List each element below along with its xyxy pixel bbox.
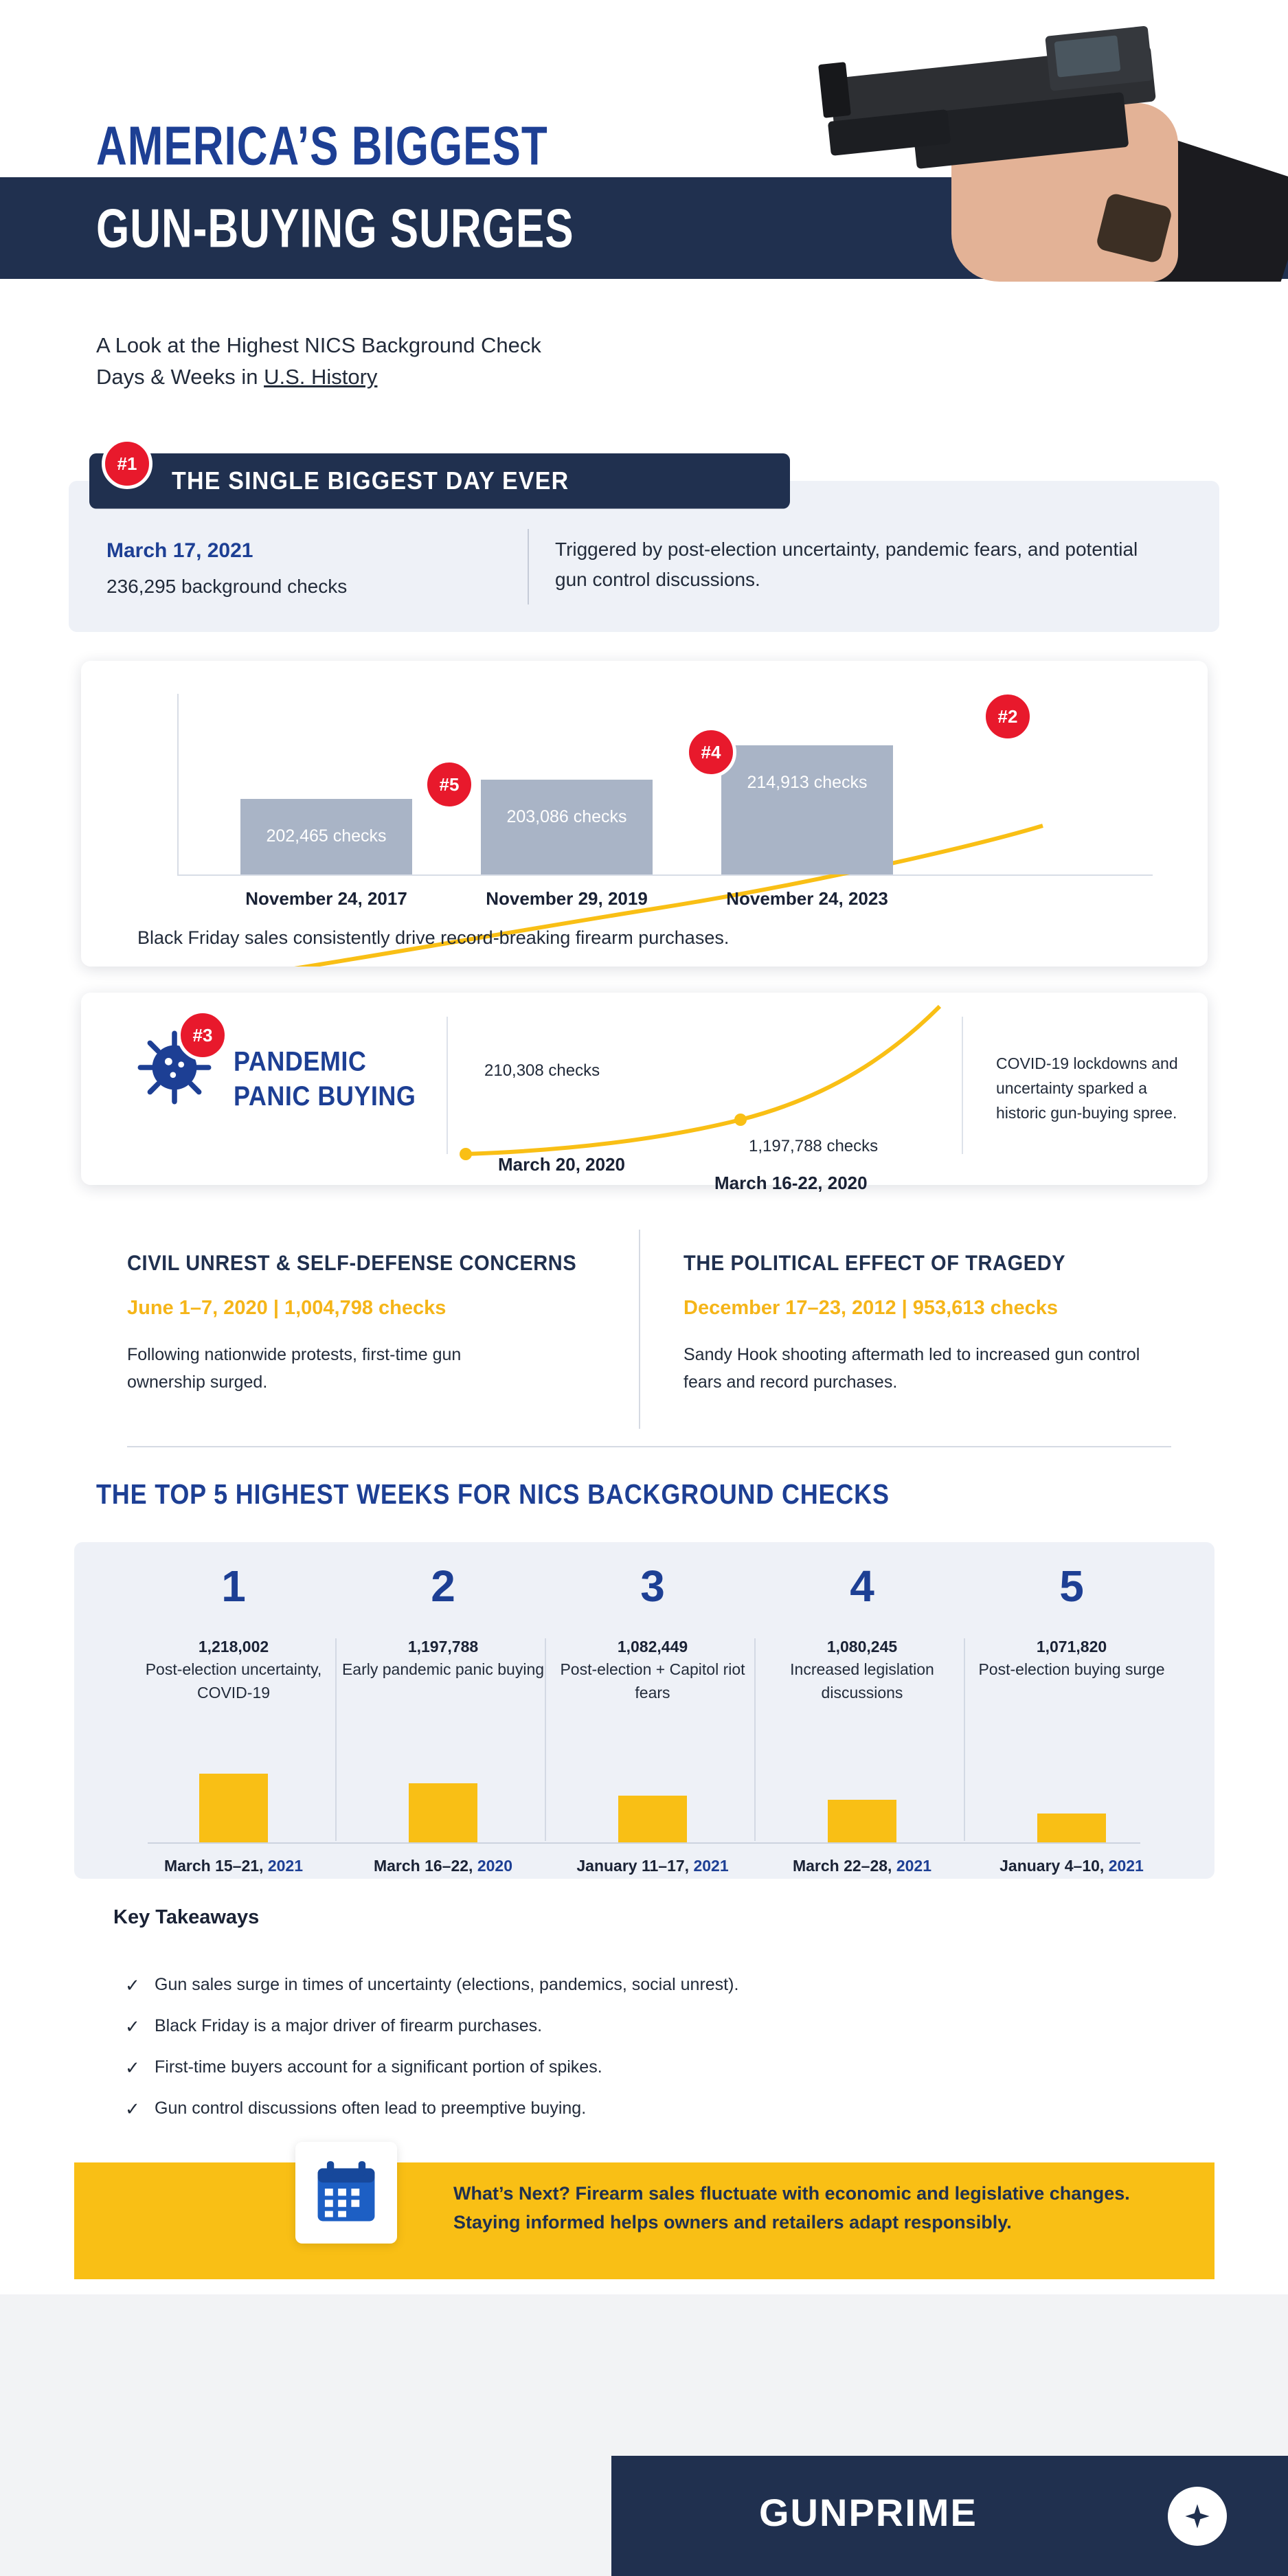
- pandemic-title-line-2: PANIC BUYING: [234, 1080, 416, 1111]
- top5-value-2: 1,197,788: [407, 1638, 479, 1656]
- top5-value-1: 1,218,002: [198, 1638, 269, 1656]
- political-tragedy-stat: December 17–23, 2012 | 953,613 checks: [683, 1297, 1059, 1319]
- top5-date-4-year: 2021: [896, 1857, 932, 1875]
- black-friday-bar-2-value: 203,086 checks: [506, 807, 627, 826]
- takeaway-item-4: Gun control discussions often lead to preemptive buying.: [155, 2099, 587, 2118]
- photo-optic-glass: [1054, 35, 1121, 77]
- top5-description-5: Post-election buying surge: [978, 1660, 1165, 1678]
- subtitle-underlined: U.S. History: [264, 365, 378, 389]
- top5-date-5-prefix: January 4–10,: [999, 1857, 1109, 1875]
- key-takeaways-heading: Key Takeaways: [113, 1906, 260, 1928]
- biggest-day-ribbon: THE SINGLE BIGGEST DAY EVER: [89, 453, 790, 509]
- pandemic-description: COVID-19 lockdowns and uncertainty sparked a historic gun-buying spree.: [996, 1054, 1178, 1122]
- top5-date-3-year: 2021: [693, 1857, 729, 1875]
- cta-text: What’s Next? Firearm sales fluctuate with economic and legislative changes. Staying informed helps owners and retailers adapt responsibly.: [453, 2183, 1130, 2233]
- black-friday-note: Black Friday sales consistently drive record-breaking firearm purchases.: [137, 927, 730, 948]
- top5-description-2: Early pandemic panic buying: [341, 1660, 545, 1678]
- political-tragedy-title: THE POLITICAL EFFECT OF TRAGEDY: [683, 1252, 1066, 1276]
- political-tragedy-description: Sandy Hook shooting aftermath led to increased gun control fears and record purchases.: [683, 1345, 1140, 1392]
- brand-name: GUNPRIME: [759, 2491, 978, 2534]
- top5-description-1: Post-election uncertainty, COVID-19: [145, 1660, 322, 1702]
- top5-value-4: 1,080,245: [826, 1638, 898, 1656]
- black-friday-category-1: November 24, 2017: [245, 888, 407, 909]
- page-title-line-2: GUN-BUYING SURGES: [96, 199, 574, 260]
- subtitle-line-1: A Look at the Highest NICS Background Check: [96, 333, 541, 357]
- top5-date-2: [330, 1857, 556, 1875]
- black-friday-bar-3-value: 214,913 checks: [747, 773, 868, 792]
- pandemic-value-1: 210,308 checks: [484, 1061, 600, 1080]
- two-column-divider: [639, 1230, 640, 1429]
- civil-unrest-title: CIVIL UNREST & SELF-DEFENSE CONCERNS: [127, 1252, 577, 1276]
- rank-badge-1: #1: [102, 438, 152, 489]
- top5-bar-2: [409, 1783, 477, 1842]
- top5-bar-5: [1037, 1814, 1106, 1842]
- rank-badge-2: #2: [982, 691, 1033, 742]
- black-friday-category-3: November 24, 2023: [726, 888, 888, 909]
- top5-rank-5: 5: [1059, 1561, 1084, 1611]
- top5-rank-1: 1: [221, 1561, 246, 1611]
- takeaway-item-3: First-time buyers account for a significant portion of spikes.: [155, 2057, 602, 2077]
- rank-badge-4: #4: [686, 727, 736, 778]
- top5-date-4-prefix: March 22–28,: [792, 1857, 896, 1875]
- top5-date-1-prefix: March 15–21,: [163, 1857, 268, 1875]
- top5-date-4: [749, 1857, 975, 1875]
- top5-date-3-prefix: January 11–17,: [576, 1857, 694, 1875]
- top5-value-3: 1,082,449: [617, 1638, 688, 1656]
- check-icon: ✓: [125, 2057, 140, 2078]
- brand-mark-icon: [1168, 2487, 1227, 2546]
- top5-column-4: [759, 1559, 965, 1704]
- check-icon: ✓: [125, 2016, 140, 2037]
- black-friday-bar-1-value: 202,465 checks: [266, 826, 387, 846]
- photo-muzzle: [818, 62, 851, 118]
- top5-date-1: [120, 1857, 347, 1875]
- takeaway-item-1: Gun sales surge in times of uncertainty (elections, pandemics, social unrest).: [155, 1975, 739, 1994]
- page-title-line-1: AMERICA’S BIGGEST: [96, 116, 548, 177]
- pandemic-category-2: March 16-22, 2020: [714, 1173, 868, 1193]
- top5-column-1: [131, 1559, 337, 1704]
- top5-baseline: [148, 1842, 1140, 1844]
- top5-column-5: [969, 1559, 1175, 1681]
- section-divider: [127, 1446, 1171, 1447]
- pistol-photo: [745, 0, 1288, 282]
- check-icon: ✓: [125, 2099, 140, 2119]
- civil-unrest-description: Following nationwide protests, first-time gun ownership surged.: [127, 1345, 462, 1392]
- pandemic-value-2: 1,197,788 checks: [749, 1137, 879, 1155]
- pandemic-title-line-1: PANDEMIC: [234, 1046, 367, 1077]
- top5-date-5: [958, 1857, 1185, 1875]
- top5-value-5: 1,071,820: [1036, 1638, 1107, 1656]
- top5-rank-4: 4: [850, 1561, 874, 1611]
- cta-icon-box: [295, 2142, 397, 2244]
- top5-bar-4: [828, 1800, 896, 1842]
- top5-bar-1: [199, 1774, 268, 1842]
- black-friday-bar-3: [721, 745, 893, 874]
- top5-date-1-year: 2021: [267, 1857, 304, 1875]
- rank-badge-3: #3: [177, 1010, 228, 1061]
- top5-date-3: [539, 1857, 766, 1875]
- top5-column-2: [340, 1559, 546, 1681]
- civil-unrest-stat: June 1–7, 2020 | 1,004,798 checks: [127, 1297, 447, 1319]
- top5-column-3: [550, 1559, 756, 1704]
- top5-description-3: Post-election + Capitol riot fears: [560, 1660, 745, 1702]
- rank-badge-5: #5: [424, 759, 475, 810]
- top5-date-2-year: 2020: [477, 1857, 513, 1875]
- biggest-day-checks: 236,295 background checks: [106, 576, 348, 597]
- subtitle-line-2: Days & Weeks in: [96, 365, 264, 389]
- top5-date-5-year: 2021: [1108, 1857, 1144, 1875]
- top5-rank-3: 3: [640, 1561, 665, 1611]
- top5-date-2-prefix: March 16–22,: [373, 1857, 477, 1875]
- calendar-icon: [295, 2142, 397, 2244]
- top5-bar-3: [618, 1796, 687, 1842]
- hero-section: [0, 0, 1288, 389]
- takeaway-item-2: Black Friday is a major driver of firearm purchases.: [155, 2016, 543, 2035]
- biggest-day-date: March 17, 2021: [106, 539, 253, 562]
- top5-description-4: Increased legislation discussions: [790, 1660, 934, 1702]
- black-friday-bar-1: [240, 799, 412, 874]
- top5-rank-2: 2: [431, 1561, 455, 1611]
- black-friday-category-2: November 29, 2019: [486, 888, 648, 909]
- biggest-day-description: Triggered by post-election uncertainty, pandemic fears, and potential gun control discussions.: [555, 539, 1138, 590]
- biggest-day-divider: [528, 529, 529, 605]
- check-icon: ✓: [125, 1975, 140, 1996]
- top5-heading: THE TOP 5 HIGHEST WEEKS FOR NICS BACKGROUND CHECKS: [96, 1478, 890, 1510]
- page-subtitle: [96, 330, 632, 393]
- pandemic-category-1: March 20, 2020: [498, 1154, 626, 1175]
- black-friday-bar-2: [481, 780, 653, 874]
